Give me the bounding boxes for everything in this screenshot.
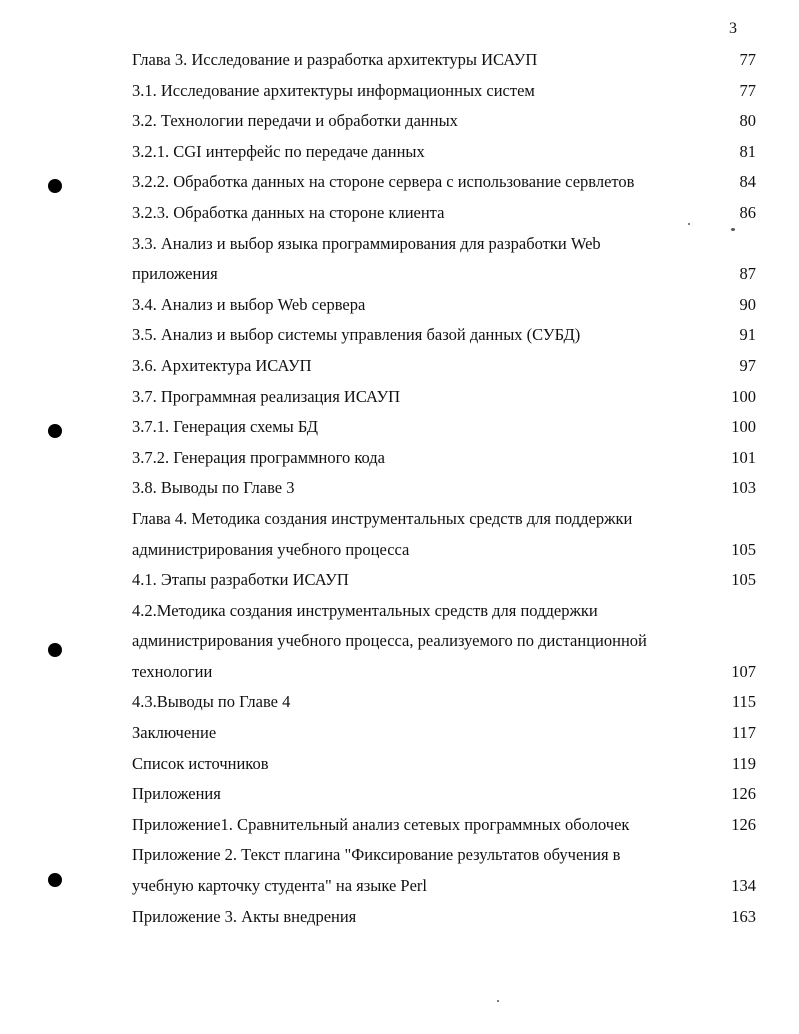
toc-entry-page: 87 (739, 264, 756, 284)
toc-entry-page: 115 (731, 692, 756, 712)
toc-row[interactable] (132, 626, 756, 657)
toc-entry-title: технологии (132, 661, 213, 681)
toc-entry-page: 100 (731, 386, 756, 406)
toc-row[interactable] (132, 259, 756, 290)
toc-entry-title: 3.2. Технологии передачи и обработки данных (132, 111, 458, 131)
toc-entry-title: 3.1. Исследование архитектуры информационных систем (132, 80, 535, 100)
toc-entry-title: 3.5. Анализ и выбор системы управления базой данных (СУБД) (132, 325, 581, 345)
toc-entry-page: 91 (739, 325, 756, 345)
binder-hole-1 (48, 179, 62, 193)
toc-entry-title: 3.2.2. Обработка данных на стороне сервера с использование сервлетов (132, 172, 635, 192)
toc-row[interactable] (132, 504, 756, 535)
toc-row[interactable] (132, 229, 756, 260)
toc-entry-title: 3.7.1. Генерация схемы БД (132, 417, 318, 437)
toc-row[interactable] (132, 198, 756, 229)
toc-row[interactable] (132, 596, 756, 627)
toc-entry-title: Приложения (132, 784, 221, 804)
toc-row[interactable] (132, 657, 756, 688)
toc-entry-title: 3.2.1. CGI интерфейс по передаче данных (132, 141, 425, 161)
toc-entry-title: 3.8. Выводы по Главе 3 (132, 478, 295, 498)
toc-entry-page: 100 (731, 417, 756, 437)
toc-entry-page: 107 (731, 661, 756, 681)
toc-row[interactable] (132, 779, 756, 810)
toc-entry-page: 101 (731, 447, 756, 467)
toc-row[interactable] (132, 351, 756, 382)
toc-entry-title: приложения (132, 264, 218, 284)
toc-entry-title: 4.2.Методика создания инструментальных средств для поддержки (132, 600, 598, 620)
toc-entry-page: 103 (731, 478, 756, 498)
toc-row[interactable] (132, 473, 756, 504)
toc-entry-page: 77 (739, 80, 756, 100)
toc-row[interactable] (132, 810, 756, 841)
toc-entry-title: Глава 3. Исследование и разработка архитектуры ИСАУП (132, 50, 538, 69)
toc-entry-page: 134 (731, 876, 756, 896)
toc-row[interactable] (132, 45, 756, 76)
toc-entry-page: 126 (731, 784, 756, 804)
toc-entry-title: 4.1. Этапы разработки ИСАУП (132, 570, 349, 590)
toc-entry-page: 105 (731, 570, 756, 590)
toc-row[interactable] (132, 137, 756, 168)
toc-row[interactable] (132, 290, 756, 321)
toc-entry-title: 3.6. Архитектура ИСАУП (132, 355, 312, 375)
toc-row[interactable] (132, 687, 756, 718)
toc-entry-title: 4.3.Выводы по Главе 4 (132, 692, 291, 712)
toc-entry-title: администрирования учебного процесса, реализуемого по дистанционной (132, 631, 647, 651)
toc-entry-page: 126 (731, 814, 756, 834)
toc-entry-page: 97 (739, 355, 756, 375)
table-of-contents (132, 45, 756, 932)
toc-entry-title: 3.7. Программная реализация ИСАУП (132, 386, 401, 406)
toc-row[interactable] (132, 167, 756, 198)
toc-entry-page: 80 (739, 111, 756, 131)
page-number: 3 (729, 20, 737, 37)
binder-hole-3 (48, 643, 62, 657)
toc-entry-page: 105 (731, 539, 756, 559)
toc-row[interactable] (132, 535, 756, 566)
scan-speck (497, 1000, 499, 1002)
toc-entry-title: 3.7.2. Генерация программного кода (132, 447, 385, 467)
toc-entry-page: 77 (739, 50, 756, 69)
toc-row[interactable] (132, 412, 756, 443)
toc-entry-page: 81 (739, 141, 756, 161)
toc-row[interactable] (132, 749, 756, 780)
toc-entry-title: учебную карточку студента" на языке Perl (132, 876, 427, 896)
toc-row[interactable] (132, 443, 756, 474)
toc-row[interactable] (132, 718, 756, 749)
toc-entry-page: 163 (731, 906, 756, 926)
toc-entry-title: Список источников (132, 753, 269, 773)
toc-entry-title: Приложение 2. Текст плагина "Фиксирование результатов обучения в (132, 845, 621, 865)
toc-entry-title: 3.3. Анализ и выбор языка программирования для разработки Web (132, 233, 601, 253)
toc-entry-page: 117 (731, 723, 756, 743)
toc-row[interactable] (132, 565, 756, 596)
toc-entry-title: 3.2.3. Обработка данных на стороне клиента (132, 202, 445, 222)
toc-entry-title: Глава 4. Методика создания инструментальных средств для поддержки (132, 508, 633, 528)
binder-hole-4 (48, 873, 62, 887)
toc-entry-title: Приложение 3. Акты внедрения (132, 906, 357, 926)
toc-entry-page: 84 (739, 172, 756, 192)
toc-row[interactable] (132, 320, 756, 351)
toc-entry-title: администрирования учебного процесса (132, 539, 410, 559)
toc-row[interactable] (132, 76, 756, 107)
toc-entry-page: 90 (739, 294, 756, 314)
toc-row[interactable] (132, 106, 756, 137)
toc-row[interactable] (132, 840, 756, 871)
toc-entry-title: Приложение1. Сравнительный анализ сетевых программных оболочек (132, 814, 630, 834)
toc-row[interactable] (132, 871, 756, 902)
toc-row[interactable] (132, 382, 756, 413)
toc-entry-title: Заключение (132, 723, 217, 743)
binder-hole-2 (48, 424, 62, 438)
toc-entry-title: 3.4. Анализ и выбор Web сервера (132, 294, 366, 314)
toc-entry-page: 119 (731, 753, 756, 773)
toc-row[interactable] (132, 902, 756, 933)
toc-entry-page: 86 (739, 202, 756, 222)
